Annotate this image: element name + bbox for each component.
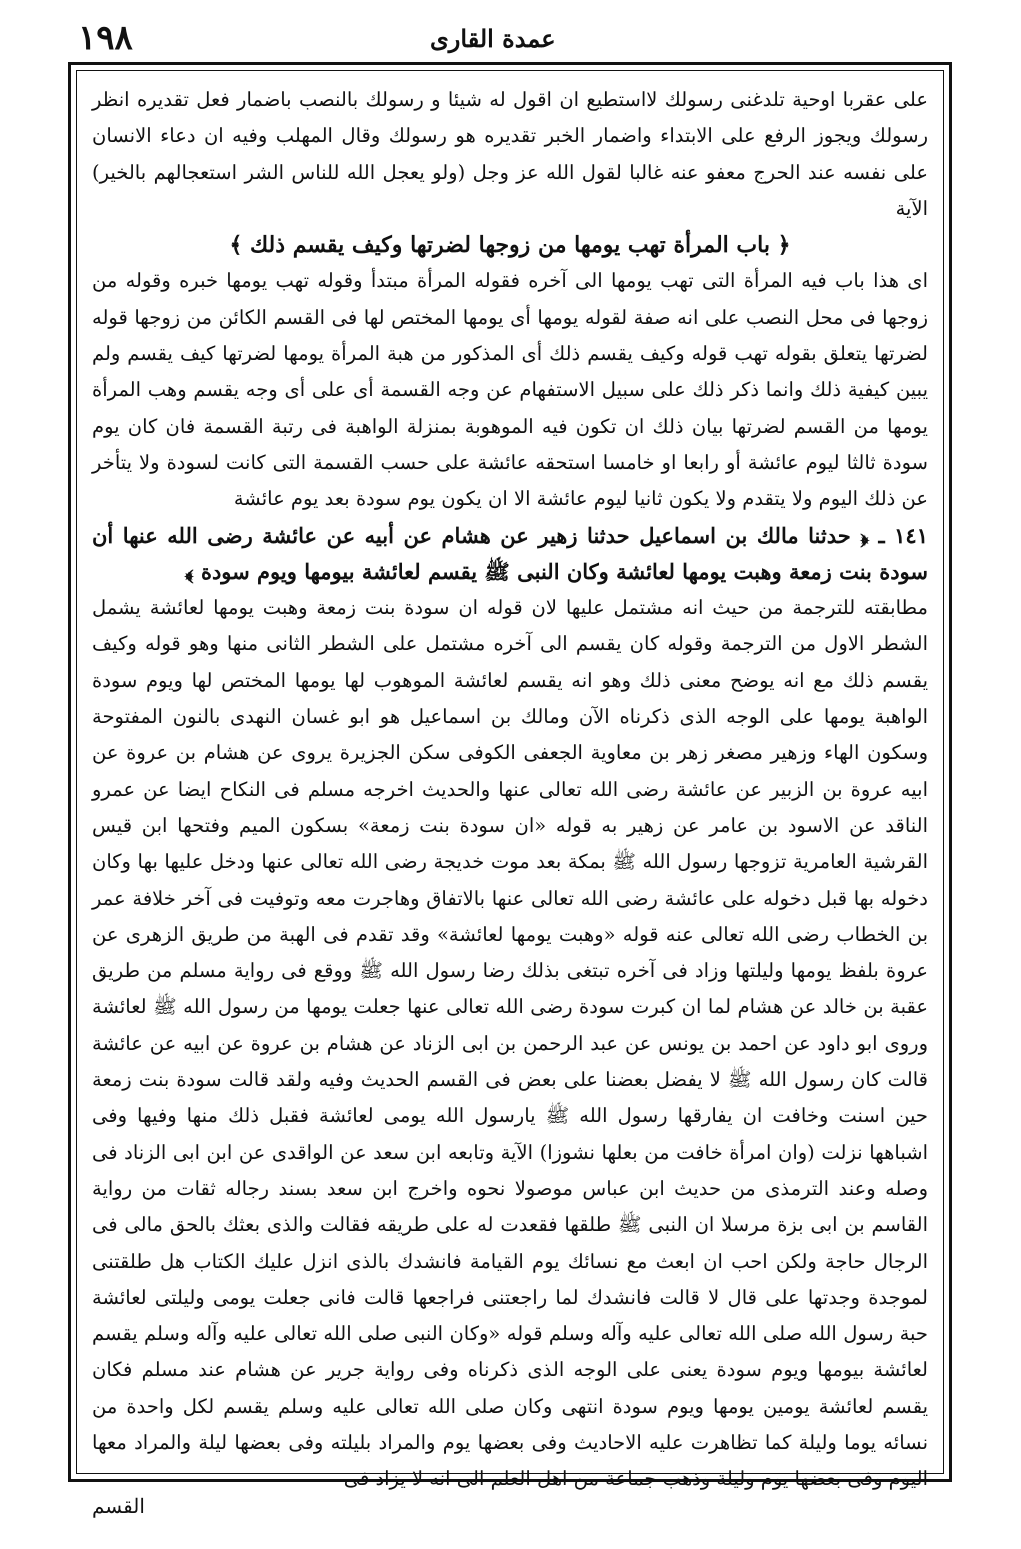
paragraph-hadith-commentary-end: على عقربا اوحية تلدغنى رسولك لااستطيع ان اقول له شيئا و رسولك بالنصب باضمار فعل تقديره انظر رسولك ويجوز الرفع على الابتداء واضمار الخبر تقديره هو رسولك وقال المهلب وفيه ان دعاء الانسان على نفسه عند الحرج معفو عنه غالبا لقول الله عز وجل (ولو يعجل الله للناس الشر استعجالهم بالخير) الآية: [92, 88, 928, 220]
page-body: [92, 82, 928, 1491]
hadith-text: ١٤١ ـ ﴿ حدثنا مالك بن اسماعيل حدثنا زهير عن هشام عن أبيه عن عائشة رضى الله عنها أن سودة بنت زمعة وهبت يومها لعائشة وكان النبى ﷺ يقسم لعائشة بيومها ويوم سودة ﴾: [92, 522, 928, 584]
page-number: ١٩٨: [78, 18, 133, 58]
catchword: القسم: [92, 1494, 145, 1518]
page-header: [70, 18, 950, 58]
running-title: عمدة القارى: [430, 24, 556, 53]
paragraph-chapter-explanation: اى هذا باب فيه المرأة التى تهب يومها الى آخره فقوله المرأة مبتدأ وقوله تهب يومها خبره وقوله من زوجها فى محل النصب على انه صفة لقوله يومها أى يومها المختص لها فى القسم الكائن من زوجها قوله لضرتها يتعلق بقوله تهب قوله وكيف يقسم ذلك أى المذكور من هبة المرأة يومها لضرتها كيف يقسم ولم يبين كيفية ذلك وانما ذكر ذلك على سبيل الاستفهام عن وجه القسمة أى على أى وجه يقسم وهب المرأة يومها من القسم لضرتها بيان ذلك ان تكون فيه الموهوبة بمنزلة الواهبة فى رتبة القسمة فان كان يوم سودة ثالثا ليوم عائشة أو رابعا او خامسا استحقه عائشة على حسب القسمة التى كانت لسودة ولا يتأخر عن ذلك اليوم ولا يتقدم ولا يكون ثانيا ليوم عائشة الا ان يكون يوم سودة بعد يوم عائشة: [92, 269, 928, 511]
paragraph-hadith-commentary: مطابقته للترجمة من حيث انه مشتمل عليها لان قوله ان سودة بنت زمعة وهبت يومها لعائشة يشمل الشطر الاول من الترجمة وقوله كان يقسم الى آخره مشتمل على الشطر الثانى منها وهو قوله وكيف يقسم ذلك مع انه يوضح معنى ذلك وهو انه يقسم لعائشة الموهوب لها يومها المختص لها ويوم سودة الواهبة يومها على الوجه الذى ذكرناه الآن ومالك بن اسماعيل هو ابو غسان النهدى بالنون المفتوحة وسكون الهاء وزهير مصغر زهر بن معاوية الجعفى الكوفى سكن الجزيرة يروى عن هشام بن عروة عن ابيه عروة بن الزبير عن عائشة رضى الله تعالى عنها والحديث اخرجه مسلم فى النكاح ايضا عن عمرو الناقد عن الاسود بن عامر عن زهير به قوله «ان سودة بنت زمعة» بسكون الميم وفتحها ابن قيس القرشية العامرية تزوجها رسول الله ﷺ بمكة بعد موت خديجة رضى الله تعالى عنها ودخل عليها بها وكان دخوله بها قبل دخوله على عائشة رضى الله تعالى عنها بالاتفاق وهاجرت معه وتوفيت فى آخر خلافة عمر بن الخطاب رضى الله تعالى عنه قوله «وهبت يومها لعائشة» وقد تقدم فى الهبة من طريق الزهرى عن عروة بلفظ يومها وليلتها وزاد فى آخره تبتغى بذلك رضا رسول الله ﷺ ووقع فى رواية مسلم من طريق عقبة بن خالد عن هشام لما ان كبرت سودة رضى الله تعالى عنها جعلت يومها من رسول الله ﷺ لعائشة وروى ابو داود عن احمد بن يونس عن عبد الرحمن بن ابى الزناد عن هشام بن عروة عن ابيه عن عائشة قالت كان رسول الله ﷺ لا يفضل بعضنا على بعض فى القسم الحديث وفيه ولقد قالت سودة بنت زمعة حين اسنت وخافت ان يفارقها رسول الله ﷺ يارسول الله يومى لعائشة فقبل ذلك منها وفيها وفى اشباهها نزلت (وان امرأة خافت من بعلها نشوزا) الآية وتابعه ابن سعد عن الواقدى عن ابن ابى الزناد فى وصله وعند الترمذى من حديث ابن عباس موصولا نحوه واخرج ابن سعد بسند رجاله ثقات من رواية القاسم بن ابى بزة مرسلا ان النبى ﷺ طلقها فقعدت له على طريقه فقالت والذى بعثك بالحق مالى فى الرجال حاجة ولكن احب ان ابعث مع نسائك يوم القيامة فانشدك بالذى انزل عليك الكتاب هل طلقتنى لموجدة وجدتها على قال لا قالت فانشدك لما راجعتنى فراجعها قالت فانى جعلت يومى وليلتى لعائشة حبة رسول الله صلى الله تعالى عليه وآله وسلم قوله «وكان النبى صلى الله تعالى عليه وآله وسلم يقسم لعائشة بيومها ويوم سودة يعنى على الوجه الذى ذكرناه وفى رواية جرير عن هشام عند مسلم فكان يقسم لعائشة يومين يومها ويوم سودة انتهى وكان صلى الله تعالى عليه وسلم يقسم لكل واحدة من نسائه يوما وليلة كما تظاهرت عليه الاحاديث وفى بعضها يوم والمراد بليلته وفى بعضها ليلة والمراد معها اليوم وفى بعضها يوم وليلة وذهب جماعة من اهل العلم الى انه لا يزاد فى: [92, 596, 928, 1491]
chapter-title: ﴿ باب المرأة تهب يومها من زوجها لضرتها وكيف يقسم ذلك ﴾: [229, 232, 791, 259]
